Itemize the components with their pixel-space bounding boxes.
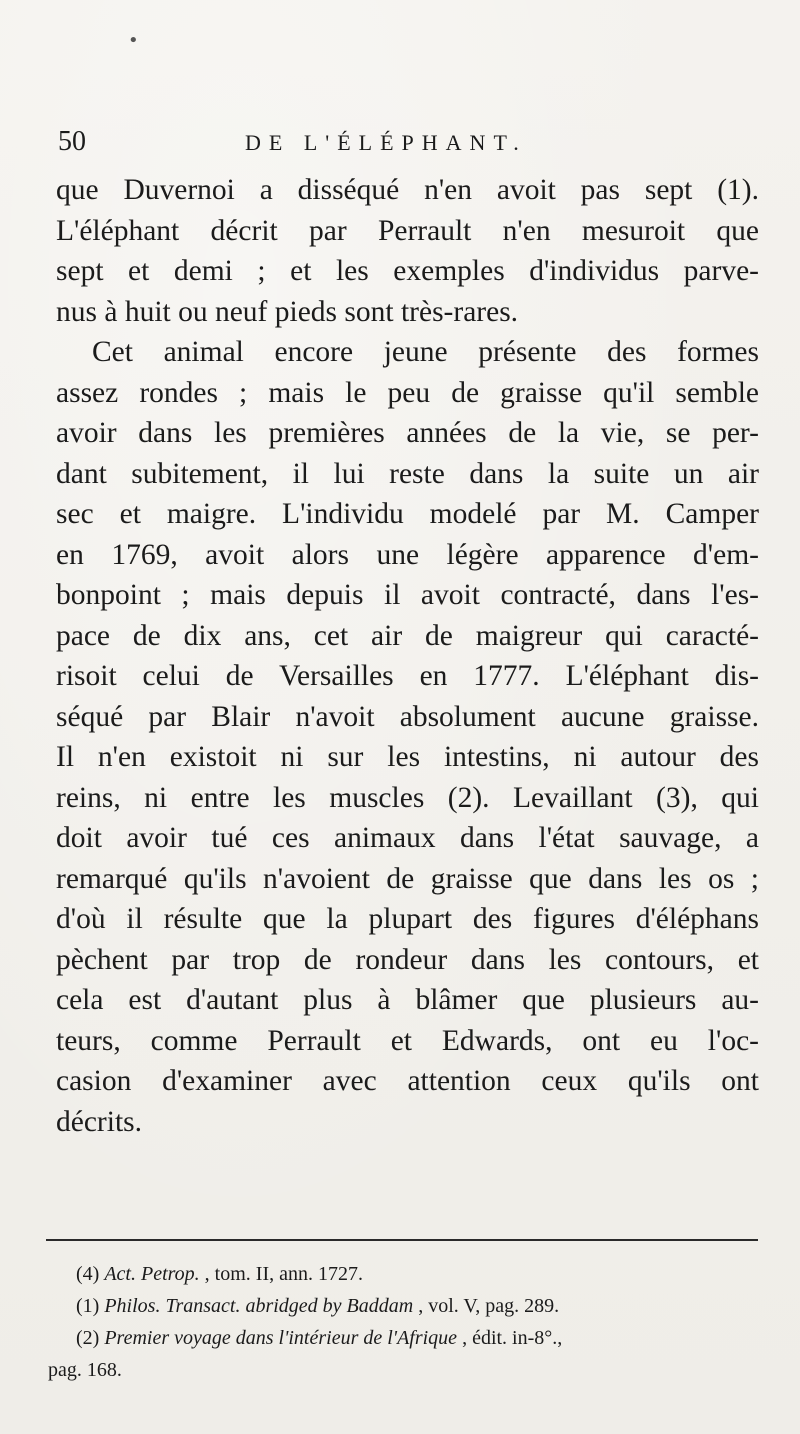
footnotes bbox=[48, 1258, 758, 1386]
text-line: remarqué qu'ils n'avoient de graisse que dans les os ; bbox=[56, 862, 759, 895]
text-line: en 1769, avoit alors une légère apparence d'em- bbox=[56, 538, 759, 571]
footnote-2 bbox=[48, 1322, 758, 1354]
footnote-marker: (1) bbox=[76, 1295, 100, 1317]
footnote-1 bbox=[48, 1290, 758, 1322]
footnote-source: Act. Petrop. bbox=[104, 1263, 200, 1285]
footnote-2-continuation: pag. 168. bbox=[48, 1359, 122, 1381]
text-line: risoit celui de Versailles en 1777. L'éléphant dis- bbox=[56, 660, 759, 692]
text-line: bonpoint ; mais depuis il avoit contracté, dans l'es- bbox=[56, 579, 759, 611]
text-line: sec et maigre. L'individu modelé par M. Camper bbox=[56, 498, 759, 530]
page-header bbox=[52, 126, 760, 166]
text-line: que Duvernoi a disséqué n'en avoit pas sept (1). bbox=[56, 174, 759, 206]
text-line: dant subitement, il lui reste dans la suite un air bbox=[56, 457, 759, 490]
main-text bbox=[56, 170, 759, 1142]
text-line: reins, ni entre les muscles (2). Levaillant (3), qui bbox=[56, 781, 759, 814]
text-line: casion d'examiner avec attention ceux qu'ils ont bbox=[56, 1065, 759, 1097]
text-line: séqué par Blair n'avoit absolument aucune graisse. bbox=[56, 700, 759, 733]
text-line: pèchent par trop de rondeur dans les contours, et bbox=[56, 943, 759, 976]
text-line: pace de dix ans, cet air de maigreur qui caracté- bbox=[56, 619, 759, 652]
footnote-marker: (4) bbox=[76, 1263, 100, 1285]
text-line: cela est d'autant plus à blâmer que plusieurs au- bbox=[56, 984, 759, 1016]
footnote-detail: , tom. II, ann. 1727. bbox=[204, 1263, 363, 1285]
footnote-source: Philos. Transact. abridged by Baddam bbox=[104, 1295, 414, 1317]
text-line: décrits. bbox=[56, 1105, 143, 1138]
page-number: 50 bbox=[58, 126, 86, 157]
footnote-detail: , vol. V, pag. 289. bbox=[418, 1295, 560, 1317]
text-line: avoir dans les premières années de la vie, se per- bbox=[56, 417, 759, 449]
running-title: DE L'ÉLÉPHANT. bbox=[245, 130, 527, 155]
footnote-detail: , édit. in-8°., bbox=[462, 1327, 563, 1349]
text-line: L'éléphant décrit par Perrault n'en mesuroit que bbox=[56, 214, 759, 247]
footnote-source: Premier voyage dans l'intérieur de l'Afrique bbox=[104, 1327, 458, 1349]
text-line: teurs, comme Perrault et Edwards, ont eu l'oc- bbox=[56, 1024, 759, 1057]
text-line: assez rondes ; mais le peu de graisse qu'il semble bbox=[56, 376, 759, 409]
footnote-marker: (2) bbox=[76, 1327, 100, 1349]
footnote-4 bbox=[48, 1258, 758, 1290]
text-line: sept et demi ; et les exemples d'individus parve- bbox=[56, 255, 759, 287]
text-line: d'où il résulte que la plupart des figures d'éléphans bbox=[56, 903, 759, 935]
text-line: doit avoir tué ces animaux dans l'état sauvage, a bbox=[56, 822, 759, 854]
text-line: Cet animal encore jeune présente des formes bbox=[92, 336, 759, 368]
footnote-divider bbox=[46, 1239, 758, 1241]
text-line: nus à huit ou neuf pieds sont très-rares. bbox=[56, 295, 519, 328]
print-mark: • bbox=[128, 30, 139, 51]
text-line: Il n'en existoit ni sur les intestins, ni autour des bbox=[56, 741, 759, 773]
